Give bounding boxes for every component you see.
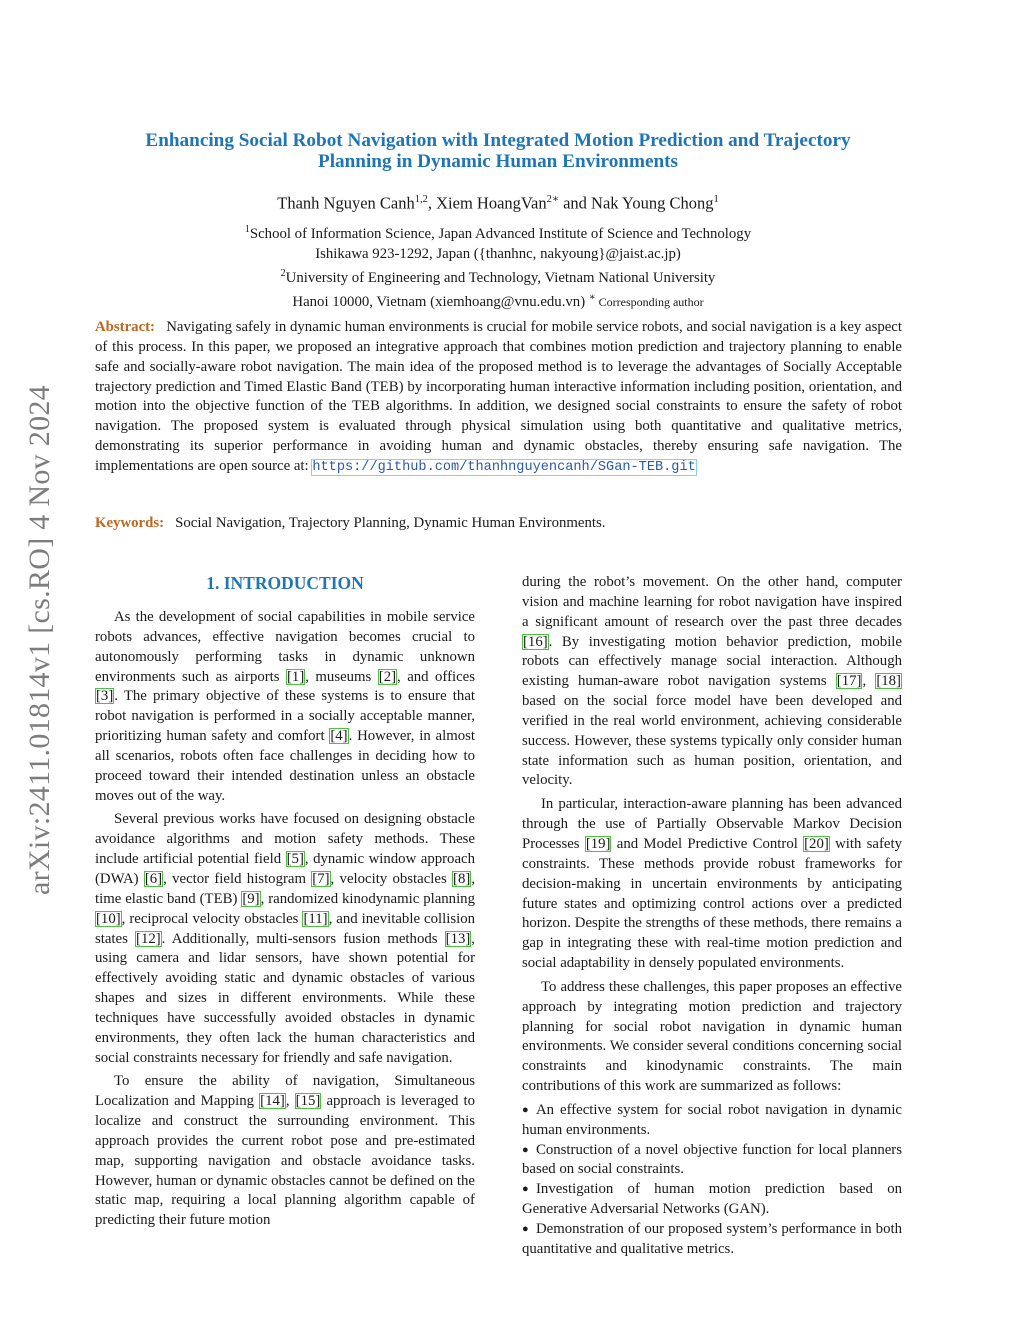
paragraph-text: . By investigating motion behavior prediction, mobile robots can effectively manage social interaction. Although existing human-aware robot navigation systems [522,633,902,690]
paragraph-text: , reciprocal velocity obstacles [121,910,303,927]
paragraph-text: , [285,1093,295,1110]
author-separator: , [427,193,437,213]
citation-link[interactable]: [1] [287,668,305,685]
paper-title [95,130,901,172]
author-affiliation-mark: 1 [713,194,719,205]
paragraph-text: As the development of social capabilities in mobile service robots advances, effective navigation becomes crucial to autonomously performing tasks in dynamic unknown environments such as airports [95,609,475,685]
author-name: Xiem HoangVan [436,193,547,213]
affiliation-1-line-1 [95,220,901,244]
paragraph-text: Several previous works have focused on designing obstacle avoidance algorithms and motion safety methods. These include artificial potential field [95,811,475,868]
bullet-icon: ● [522,1103,529,1116]
bullet-icon: ● [522,1223,529,1235]
paragraph-text: , using camera and lidar sensors, have shown potential for effectively avoiding static and dynamic obstacles of various shapes and sizes in different environments. While these techniques have successfully avoided obstacles in dynamic environments, they often lack the human characteristics and social constraints necessary for friendly and safe navigation. [95,930,475,1066]
citation-link[interactable]: [2] [378,668,397,685]
author-affiliation-mark: 2∗ [546,194,559,205]
author-affiliation-mark: 1,2 [414,194,428,205]
paragraph-text: . The primary objective of these systems is to ensure that robot navigation is performed in a socially acceptable manner, prioritizing human safety and comfort [95,688,475,745]
affiliation-text: University of Engineering and Technology, Vietnam National University [285,269,716,286]
list-item-text: Demonstration of our proposed system’s performance in both quantitative and qualitative metrics. [522,1221,902,1257]
affiliation-text: School of Information Science, Japan Advanced Institute of Science and Technology [249,225,752,242]
paragraph-text: , and inevitable collision states [95,910,475,947]
affiliations [95,220,901,312]
paragraph-text: approach is leveraged to localize and construct the surrounding environment. This approach provides the current robot pose and pre-estimated map, supporting navigation and obstacle avoidance tasks. However, human or dynamic obstacles cannot be defined on the static map, requiring a local planning algorithm capable of predicting their future motion [95,1093,475,1229]
author-name: Thanh Nguyen Canh [277,193,415,213]
citation-link[interactable]: [10] [96,910,121,927]
list-item [522,1141,902,1181]
citation-link[interactable]: [14] [260,1093,285,1110]
citation-link[interactable]: [6] [144,870,163,887]
paragraph-text: , [862,673,876,690]
citation-link[interactable]: [15] [295,1093,321,1110]
paragraph-text: during the robot’s movement. On the other hand, computer vision and machine learning for robot navigation have inspired a significant amount of research over the past three decades [522,574,902,630]
paragraph: To address these challenges, this paper proposes an effective approach by integrating motion prediction and trajectory planning for social robot navigation in dynamic human environments. We consider several conditions concerning social constraints and kinodynamic constraints. The main contributions of this work are summarized as follows: [522,978,902,1095]
citation-link[interactable]: [11] [303,910,328,927]
affiliation-2-line-1 [95,264,901,288]
citation-link[interactable]: [19] [585,835,611,852]
author-name: Nak Young Chong [591,193,714,213]
citation-link[interactable]: [18] [876,673,901,690]
abstract-label: Abstract: [95,319,155,335]
author-separator: and [558,193,592,213]
citation-link[interactable]: [7] [312,870,330,887]
paragraph-text: In particular, interaction-aware planning has been advanced through the use of Partially Observable Markov Decision Processes [522,796,902,852]
affiliation-text: Hanoi 10000, Vietnam (xiemhoang@vnu.edu.vn) [292,293,589,310]
abstract [95,318,902,478]
abstract-body: Navigating safely in dynamic human environments is crucial for mobile service robots, and social navigation is a key aspect of this process. In this paper, we proposed an integrative approach that combines motion prediction and trajectory planning to enable safe and socially-aware robot navigation. The main idea of the proposed method is to leverage the advantages of Socially Acceptable trajectory prediction and Timed Elastic Band (TEB) by incorporating human interactive information including position, orientation, and motion into the objective function of the TEB algorithms. In addition, we designed social constraints to ensure the safety of robot navigation. The proposed system is evaluated through physical simulation using both quantitative and qualitative metrics, demonstrating its superior performance in avoiding human and dynamic obstacles, thereby ensuring safe navigation. The implementations are open source at: [95,319,902,474]
list-item [522,1101,902,1141]
paragraph-text: , velocity obstacles [330,870,453,887]
paragraph-text: To ensure the ability of navigation, Simultaneous Localization and Mapping [95,1073,475,1110]
list-item-text: Construction of a novel objective function for local planners based on social constraints. [522,1141,902,1178]
paragraph-text: based on the social force model have been developed and verified in the real world environment, achieving considerable success. However, these systems typically only consider human state information such as human position, orientation, and velocity. [522,693,902,789]
bullet-icon: ● [522,1183,529,1196]
citation-link[interactable]: [8] [453,870,471,887]
paragraph-text: , museums [305,668,378,685]
author-list [95,188,901,216]
bullet-icon: ● [522,1143,529,1156]
citation-link[interactable]: [3] [96,688,114,705]
list-item [522,1180,902,1220]
paragraph-text: . Additionally, multi-sensors fusion methods [161,930,445,947]
list-item-text: Investigation of human motion prediction based on Generative Adversarial Networks (GAN). [522,1181,902,1218]
citation-link[interactable]: [4] [330,728,348,745]
paragraph-text: , dynamic window approach (DWA) [95,851,475,887]
paragraph [522,573,902,791]
corresponding-author-note: Corresponding author [595,294,704,309]
corresponding-mark: ∗ [588,291,596,303]
citation-link[interactable]: [16] [523,633,548,650]
contributions-list [522,1101,902,1260]
paragraph [522,795,902,974]
paragraph-text: . However, in almost all scenarios, robots often face challenges in deciding how to proceed toward their intended destination unless an obstacle moves out of the way. [95,728,475,804]
left-column [95,572,475,1235]
citation-link[interactable]: [20] [804,835,829,852]
affiliation-mark: 2 [280,267,286,279]
paragraph-text: , and offices [397,668,476,685]
paragraph-text: and Model Predictive Control [611,835,804,852]
keywords-label: Keywords: [95,515,165,531]
paragraph [95,1072,475,1231]
paper-title-line-2: Planning in Dynamic Human Environments [317,151,679,172]
paragraph [95,608,475,806]
affiliation-1-line-2: Ishikawa 923-1292, Japan ({thanhnc, nakyoung}@jaist.ac.jp) [315,245,681,262]
list-item-text: An effective system for social robot navigation in dynamic human environments. [522,1101,902,1138]
paragraph [95,810,475,1068]
list-item [522,1220,902,1260]
paragraph-text: , vector field histogram [163,870,312,887]
citation-link[interactable]: [17] [836,673,862,690]
citation-link[interactable]: [9] [242,890,260,907]
citation-link[interactable]: [12] [136,930,161,947]
citation-link[interactable]: [5] [286,851,304,868]
paper-title-line-1: Enhancing Social Robot Navigation with Integrated Motion Prediction and Trajectory [145,130,851,151]
code-repository-link[interactable]: https://github.com/thanhnguyencanh/SGan-TEB.git [312,459,696,475]
paragraph-text: , time elastic band (TEB) [95,870,476,907]
affiliation-2-line-2 [95,288,901,312]
keywords [95,513,902,533]
paragraph-text: , randomized kinodynamic planning [260,890,475,907]
paragraph-text: with safety constraints. These methods provide robust frameworks for decision-making in uncertain environments by anticipating future states and optimizing control actions over a predicted horizon. Despite the strengths of these methods, there remains a gap in integrating these with real-time motion prediction and social adaptability in densely populated environments. [522,835,902,972]
right-column [522,573,902,1260]
citation-link[interactable]: [13] [445,930,471,947]
arxiv-identifier-stamp: arXiv:2411.01814v1 [cs.RO] 4 Nov 2024 [23,385,56,895]
affiliation-mark: 1 [244,224,250,235]
keywords-text: Social Navigation, Trajectory Planning, Dynamic Human Environments. [175,515,606,531]
section-heading-introduction: 1. INTRODUCTION [206,573,364,593]
